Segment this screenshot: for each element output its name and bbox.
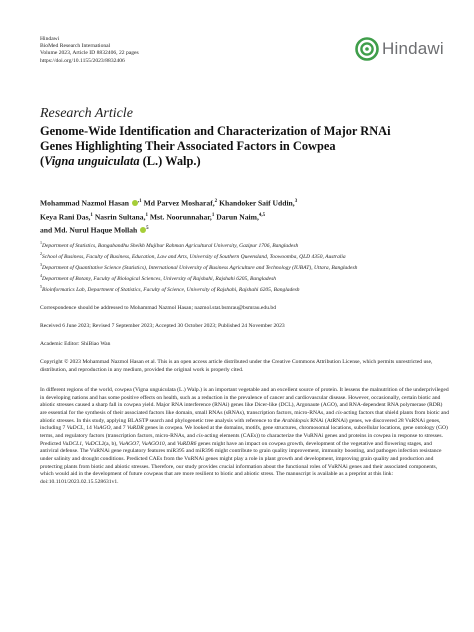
author-name: Mst. Noorunnahar, (149, 212, 212, 222)
author-name: Nasrin Sultana, (94, 212, 146, 222)
academic-editor: Academic Editor: ShiBiao Wan (40, 341, 111, 347)
author-line-3: and Md. Nurul Haque Mollah $^5$ (40, 226, 149, 235)
affiliation-item: $^1$Department of Statistics, Bangabandhu Sheikh Mujibur Rahman Agricultural University, Gazipur 1706, Bangladesh (40, 240, 299, 249)
journal-name: BioMed Research International (40, 43, 111, 50)
volume-line: Volume 2023, Article ID 8832406, 22 pages (40, 50, 139, 57)
affiliations (40, 239, 450, 294)
correspondence: Correspondence should be addressed to Mohammad Nazmol Hasan; nazmol.stat.bsmrau@bsmrau.edu.bd (40, 305, 276, 311)
species-name: Vigna unguiculata (44, 154, 140, 169)
article-type: Research Article (40, 106, 133, 121)
doi-link[interactable]: https://doi.org/10.1155/2023/8832406 (40, 57, 125, 64)
affiliation-item: $^2$School of Business, Faculty of Business, Education, Law and Arts, University of Southern Queensland, Toowoomba, QLD 4350, Australia (40, 250, 346, 260)
author-line-2: Keya Rani Das,$^1$ Nasrin Sultana,$^1$ Mst. Noorunnahar,$^1$ Darun Naim,$^{4,5}$ (40, 212, 266, 222)
author-name: and Md. Nurul Haque Mollah (40, 226, 138, 235)
journal-header (40, 36, 139, 65)
publication-dates: Received 6 June 2023; Revised 7 September 2023; Accepted 30 October 2023; Published 24 November 2023 (40, 323, 285, 329)
author-list (40, 196, 440, 237)
affiliation-item: $^5$Bioinformatics Lab, Department of Statistics, Faculty of Science, University of Rajshahi, Rajshahi 6205, Bangladesh (40, 283, 300, 293)
title-line-2: Genes Highlighting Their Associated Factors in Cowpea (40, 139, 336, 154)
copyright-notice: Copyright © 2023 Mohammad Nazmol Hasan et al. This is an open access article distributed under the Creative Commons Attribution License, which permits unrestricted use, distribution, and reproduction in any medium, provided the original work is properly cited. (40, 359, 433, 373)
hindawi-logo (355, 37, 444, 61)
author-name: Khandoker Saif Uddin, (219, 198, 295, 208)
abstract: In different regions of the world, cowpea (Vigna unguiculata (L.) Walp.) is an important vegetable and an excellent source of protein. It lessens the malnutrition of the underprivileged in developing nations and has some positive effects on health, such as a reduction in the prevalence of cancer and cardiovascular disease. However, occasionally, certain biotic and abiotic stresses caused a sharp fall in cowpea yield. Major RNA interference (RNAi) genes like Dicer-like (DCL), Argonaute (AGO), and RNA-dependent RNA polymerase (RDR) are essential for the synthesis of their associated factors like domain, small RNAs (sRNAs), transcription factors, micro-RNAs, and cis-acting factors that shield plants from biotic and abiotic stresses. In this study, applying BLASTP search and phylogenetic tree analysis with reference to the Arabidopsis RNAi (AtRNAi) genes, we discovered 28 VuRNAi genes, including 7 VuDCL, 14 VuAGO, and 7 VuRDR genes in cowpea. We looked at the domains, motifs, gene structures, chromosomal locations, subcellular locations, gene ontology (GO) terms, and regulatory factors (transcription factors, micro-RNAs, and cis-acting elements (CAEs)) to characterize the VuRNAi genes and proteins in cowpea in response to stresses. Predicted VuDCL1, VuDCL2(a, b), VuAGO7, VuAGO10, and VuRDR6 genes might have an impact on cowpea growth, development of the vegetative and flowering stages, and antiviral defense. The VuRNAi gene regulatory features miR395 and miR396 might contribute to grain quality improvement, immunity boosting, and pathogen infection resistance under salinity and drought conditions. Predicted CAEs from the VuRNAi genes might play a role in plant growth and development, improving grain quality and production and protecting plants from biotic and abiotic stresses. Therefore, our study provides crucial information about the functional roles of VuRNAi genes and their associated components, which would aid in the development of future cowpeas that are more resilient to biotic and abiotic stress. The manuscript is available as a preprint at this link: doi:10.1101/2023.02.15.528631v1. (40, 387, 450, 485)
hindawi-logo-icon (355, 37, 379, 61)
title-line-3: (Vigna unguiculata (L.) Walp.) (40, 154, 201, 169)
author-line-1: Mohammad Nazmol Hasan $^{,1}$ Md Parvez Mosharaf,$^2$ Khandoker Saif Uddin,$^3$ (40, 198, 298, 208)
publisher-name: Hindawi (40, 36, 60, 42)
author-name: Darun Naim, (216, 212, 259, 222)
author-name: Md Parvez Mosharaf, (143, 198, 215, 208)
article-title (40, 124, 440, 170)
affiliation-item: $^4$Department of Botany, Faculty of Biological Sciences, University of Rajshahi, Rajshahi 6205, Bangladesh (40, 272, 277, 282)
author-name: Mohammad Nazmol Hasan (40, 198, 130, 208)
author-name: Keya Rani Das, (40, 212, 91, 222)
logo-text: Hindawi (382, 39, 444, 58)
affiliation-item: $^3$Department of Quantitative Science (Statistics), International University of Business Agriculture and Technology (IUBAT), Uttara, Bangladesh (40, 261, 358, 271)
title-line-1: Genome-Wide Identification and Characterization of Major RNAi (40, 124, 391, 138)
